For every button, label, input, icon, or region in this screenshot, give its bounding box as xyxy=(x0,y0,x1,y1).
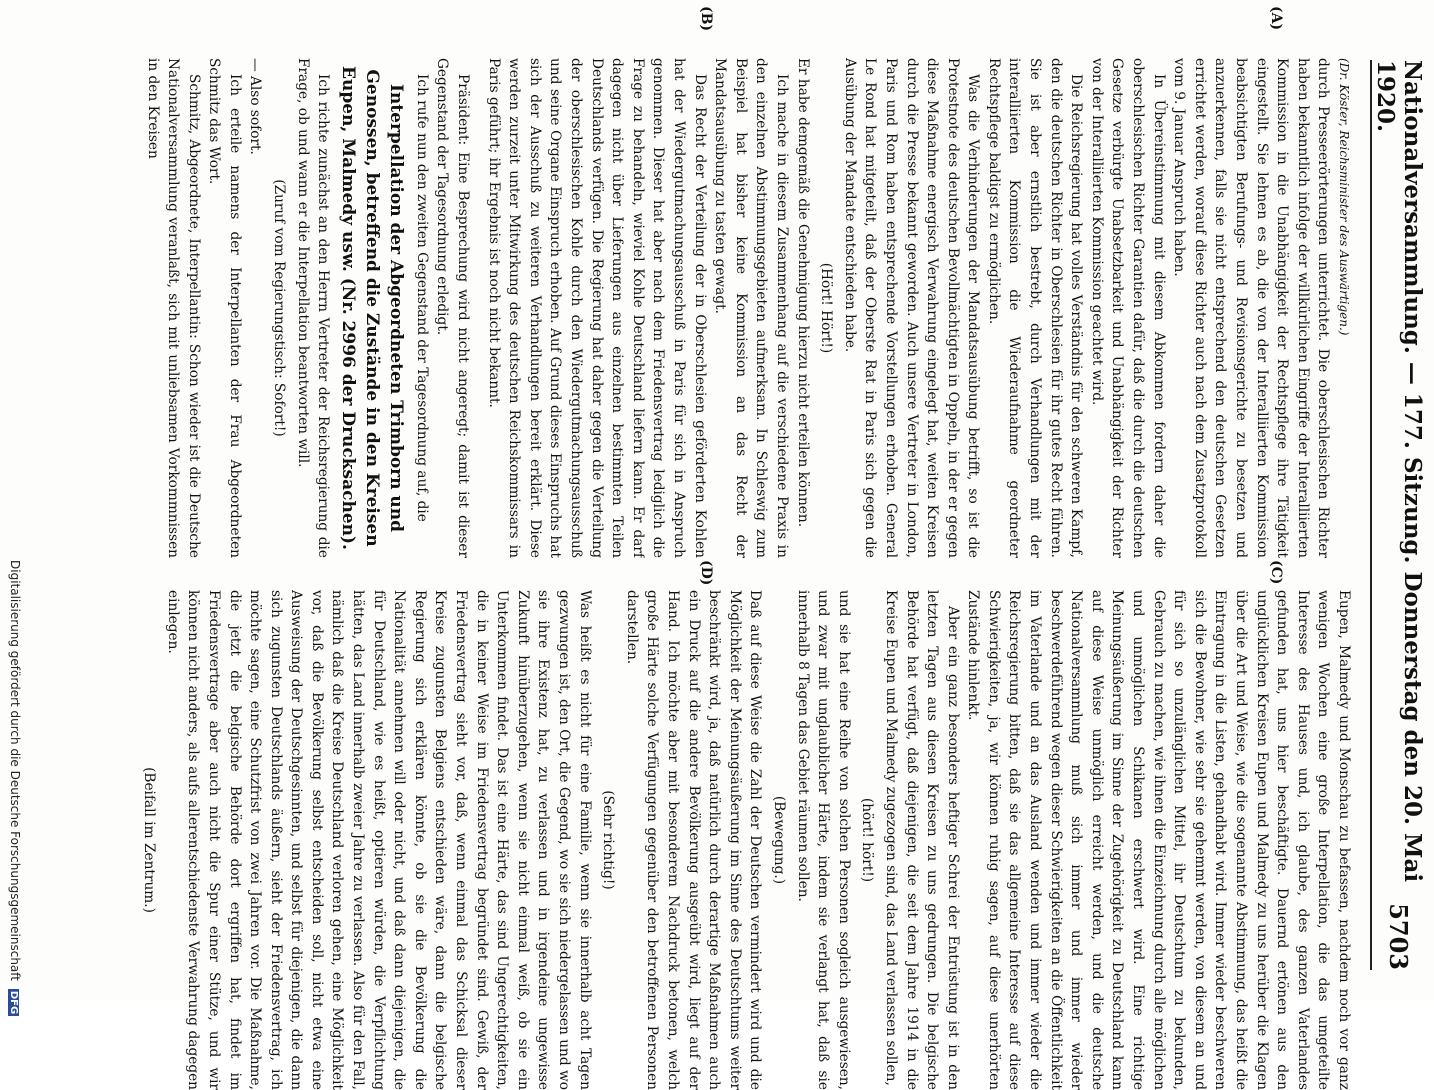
right-column xyxy=(20,590,1354,1090)
digitization-credit xyxy=(0,0,30,1015)
speaker-paragraph: Schmitz, Abgeordnete, Interpellantin: Schon wieder ist die Deutsche Nationalversammlung veranlaßt, sich mit unliebsamen Vorkommnissen in den Kreisen xyxy=(144,58,202,558)
paragraph: Ich rufe nun den zweiten Gegenstand der Tagesordnung auf, die xyxy=(413,74,430,522)
page-header xyxy=(1370,60,1426,970)
interjection: (Zuruf vom Regierungstisch: Sofort!) xyxy=(271,179,288,437)
paragraph: Was heißt es nicht für eine Familie, wenn sie innerhalb acht Tagen gezwungen ist, den Ort, die Gegend, wo sie sich niedergelassen und wo sie ihre Existenz hat, zu verlassen und in irgendeine ungewisse Zukunft hinüberzugehen, wenn sie nicht einmal weiß, ob sie ein Unterkommen findet. Das ist eine Härte, das sind Ungerechtigkeiten, die in keiner Weise im Friedensvertrag begründet sind. Gewiß, der Friedensvertrag sieht vor, daß, wenn einmal das Schicksal dieser Kreise zugunsten Belgiens entschieden wäre, dann die belgische Regierung sich erklären könnte, ob sie die Bevölkerung die Nationalität annehmen will oder nicht, und daß dann diejenigen, die für Deutschland, wie es heißt, optieren würden, die Verpflichtung hätten, das Land innerhalb zweier Jahre zu verlassen. Also für den Fall, nämlich daß die Kreise Deutschland verloren gehen, eine Möglichkeit vor, daß die Bevölkerung selbst entscheiden soll, nicht etwa eine Ausweisung der Deutschgesinnten, und selbst für diejenigen, die dann sich zugunsten Deutschlands äußern, sieht der Friedensvertrag, ich möchte sagen, eine Schutzfrist von zwei Jahren vor. Die Maßnahme, die jetzt die belgische Behörde dort ergriffen hat, findet im Friedensvertrage aber auch nicht die Spur einer Stütze, und wir können nicht anders, als aufs allerentschiedenste Verwahrung dagegen einlegen. xyxy=(164,590,593,1090)
credit-text: Digitalisierung gefördert durch die Deutsche Forschungsgemeinschaft xyxy=(8,560,22,982)
president-statement: Präsident: Eine Besprechung wird nicht angeregt; damit ist dieser Gegenstand der Tagesordnung erledigt. xyxy=(434,58,472,558)
paragraph: Eupen, Malmedy und Monschau zu befassen, nachdem noch vor ganz wenigen Wochen eine große Interpellation, die das umgeteilte Interesse des Hauses und, ich glaube, des ganzen Vaterlandes gefunden hat, uns hier beschäftigte. Dauernd ertönen aus den unglücklichen Kreisen Eupen und Malmedy zu uns herüber die Klagen über die Art und Weise, wie die sogenannte Abstimmung, das heißt die Eintragung in die Listen, gehandhabt wird. Immer wieder beschweren sich die Bewohner, wie sehr sie gehemmt werden, von diesem an und für sich so unzulänglichen Mittel, ihr Deutschtum zu bekunden, Gebrauch zu machen, wie ihnen die Einzeichnung durch alle möglichen und unmöglichen Schikanen erschwert wird. Eine richtige Meinungsäußerung im Sinne der Zugehörigkeit zu Deutschland kann auf diese Weise unmöglich erreicht werden, und die deutsche Nationalversammlung muß sich immer und immer wieder beschwerdeführend wegen dieser Schwierigkeiten an die Öffentlichkeit im Vaterlande und an das Ausland wenden und immer wieder die Reichsregierung bitten, daß sie das allgemeine Interesse auf diese Schwierigkeiten, ja, wir können ruhig sagen, auf diese unerhörten Zustände hinlenkt. xyxy=(965,590,1352,1090)
interjection: (Beifall im Zentrum.) xyxy=(141,767,158,913)
margin-mark-d: (D) xyxy=(698,560,714,586)
margin-mark-b: (B) xyxy=(698,6,714,32)
paragraph: Was die Verhinderungen der Mandatsausübung betrifft, so ist die Protestnote des deutschen Bevollmächtigten in Oppeln, in der er gegen diese Maßnahme energisch Verwahrung eingelegt hat, weiten Kreisen durch die Presse bekannt geworden. Auch unsere Vertreter in London, Paris und Rom haben entsprechende Vorstellungen erhoben. General Le Rond hat mitgeteilt, daß der Oberste Rat in Paris sich gegen die Ausübung der Mandate entschieden habe. xyxy=(841,58,982,558)
paragraph: durch Presseerörterungen unterrichtet. Die oberschlesischen Richter haben bekanntlich infolge der willkürlichen Eingriffe der Interalliierten Kommission in die Unabhängigkeit der Rechtspflege ihre Tätigkeit eingestellt. Sie lehnen es ab, die von der Interalliierten Kommission beabsichtigten Berufungs- und Revisionsgerichte zu besetzen und anzuerkennen, falls sie nicht entsprechend den deutschen Gesetzen errichtet werden, worauf diese Richter auch nach dem Zusatzprotokoll vom 9. Januar Anspruch haben. xyxy=(1171,58,1332,558)
paragraph: — Also sofort. xyxy=(247,58,264,155)
interjection: (Sehr richtig!) xyxy=(600,790,617,890)
paragraph: Er habe demgemäß die Genehmigung hierzu nicht erteilen können. xyxy=(794,58,811,528)
paragraph: Das Recht der Verteilung der in Oberschlesien geförderten Kohlen hat der Wiedergutmachungsausschuß in Paris für sich in Anspruch genommen. Dieser hat aber nach dem Friedensvertrag lediglich die Frage zu behandeln, wieviel Kohle Deutschland liefern kann. Er darf dagegen nicht über Lieferungen aus einzelnen bestimmten Teilen Deutschlands verfügen. Die Regierung hat daher gegen die Verteilung der oberschlesischen Kohle durch den Wiedergutmachungsausschuß und seine Organe Einspruch erhoben. Auf Grund dieses Einspruchs hat sich der Ausschuß zu weiteren Verhandlungen bereit erklärt. Diese werden zurzeit unter Mitwirkung des deutschen Reichskommissars in Paris geführt; ihr Ergebnis ist noch nicht bekannt. xyxy=(485,58,708,558)
interjection: (Hört! Hört!) xyxy=(818,262,835,354)
paragraph: und sie hat eine Reihe von solchen Personen sogleich ausgewiesen, und zwar mit unglaublicher Härte, indem sie verlangt hat, daß sie innerhalb 8 Tagen das Gebiet räumen sollen. xyxy=(794,590,852,1090)
paragraph: Daß auf diese Weise die Zahl der Deutschen vermindert wird und die Möglichkeit der Meinungsäußerung im Sinne des Deutschtums weiter beschränkt wird, ja, daß natürlich durch derartige Maßnahmen auch ein Druck auf die andere Bevölkerung ausgeübt wird, liegt auf der Hand. Ich möchte aber mit besonderem Nachdruck betonen, welch große Härte solche Verfügungen gegenüber den betroffenen Personen darstellen. xyxy=(623,590,764,1090)
interjection: (Bewegung.) xyxy=(770,795,787,885)
page-number: 5703 xyxy=(1384,903,1414,970)
left-column xyxy=(20,58,1354,558)
paragraph: Aber ein ganz besonders heftiger Schrei der Entrüstung ist in den letzten Tagen aus diesen Kreisen zu uns gedrungen. Die belgische Behörde hat verfügt, daß diejenigen, die seit dem Jahre 1914 in die Kreise Eupen und Malmedy zugezogen sind, das Land verlassen sollen, xyxy=(882,590,961,1090)
paragraph: Die Reichsregierung hat volles Verständnis für den schweren Kampf, den die deutschen Richter in Oberschlesien für ihr gutes Recht führen. Sie ist aber ernstlich bestrebt, durch Verhandlungen mit der interalliierten Kommission die Wiederaufnahme geordneter Rechtspflege baldigst zu ermöglichen. xyxy=(985,58,1085,558)
session-header: Nationalversammlung. — 177. Sitzung. Donnerstag den 20. Mai 1920. xyxy=(1372,60,1426,883)
paragraph: Ich erteile namens der Interpellanten der Frau Abgeordneten Schmitz das Wort. xyxy=(206,58,243,558)
margin-mark-a: (A) xyxy=(1268,6,1284,31)
paragraph: In Übereinstimmung mit diesem Abkommen fordern daher die oberschlesischen Richter Garantien dafür, daß die durch die deutschen Gesetze verbürgte Unabsetzbarkeit und Unabhängigkeit der Richter von der Interalliierten Kommission geachtet wird. xyxy=(1088,58,1167,558)
interjection: (hört! hört!) xyxy=(859,797,876,883)
interpellation-title: Interpellation der Abgeordneten Trimborn und Genossen, betreffend die Zustände in den Kreisen Eupen, Malmedy usw. (Nr. 2996 der Drucksachen). xyxy=(338,66,407,550)
speaker-continuation: (Dr. Köster, Reichsminister des Auswärtigen.) xyxy=(1337,58,1351,336)
dfg-logo: DFG xyxy=(8,990,19,1015)
paragraph: Ich richte zunächst an den Herrn Vertreter der Reichsregierung die Frage, ob und wann er die Interpellation beantworten will. xyxy=(294,58,332,558)
margin-mark-c: (C) xyxy=(1268,560,1284,585)
paragraph: Ich mache in diesem Zusammenhang auf die verschiedene Praxis in den einzelnen Abstimmungsgebieten aufmerksam. In Schleswig zum Beispiel hat bisher keine Kommission an das Recht der Mandatsausübung zu tasten gewagt. xyxy=(712,58,790,558)
